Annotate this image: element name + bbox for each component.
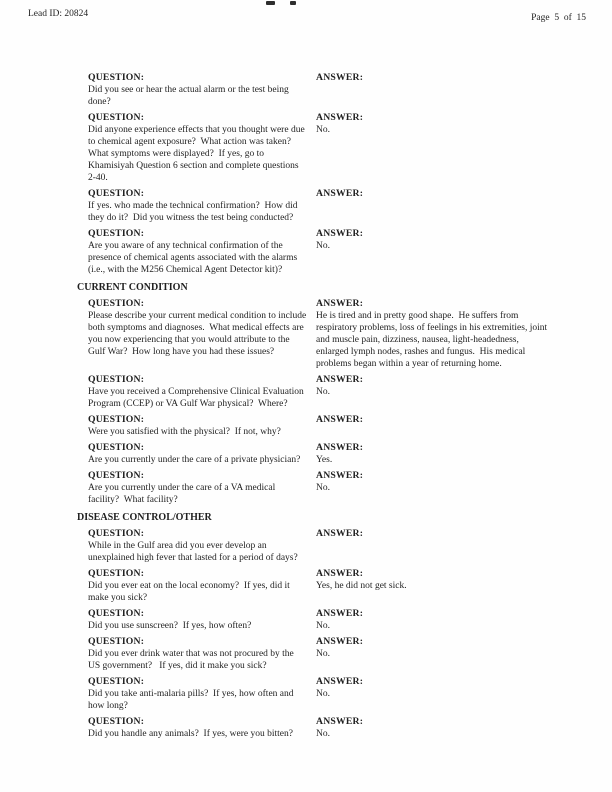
question-text: Please describe your current medical condition to include both symptoms and diagnoses. What medical effects are you now experiencing that you would attribute to the Gulf War? How long have you had these issues? xyxy=(88,311,309,357)
question-text: Are you aware of any technical confirmation of the presence of chemical agents associated with the alarms (i.e., with the M256 Chemical Agent Detector kit)? xyxy=(88,241,300,275)
qa-row xyxy=(88,374,550,410)
answer-label: ANSWER: xyxy=(316,188,364,199)
qa-row xyxy=(88,228,550,276)
answer-label: ANSWER: xyxy=(316,112,364,123)
question-cell xyxy=(88,72,316,108)
answer-cell xyxy=(316,112,550,136)
question-label: QUESTION: xyxy=(88,414,145,425)
answer-text: Yes, he did not get sick. xyxy=(316,581,407,591)
section-heading: CURRENT CONDITION xyxy=(77,282,188,293)
question-text: Did you ever eat on the local economy? If yes, did it make you sick? xyxy=(88,581,293,603)
question-label: QUESTION: xyxy=(88,298,145,309)
answer-label: ANSWER: xyxy=(316,636,364,647)
question-cell xyxy=(88,414,316,438)
question-cell xyxy=(88,568,316,604)
section-heading: DISEASE CONTROL/OTHER xyxy=(77,512,212,523)
answer-cell xyxy=(316,442,550,466)
answer-label: ANSWER: xyxy=(316,470,364,481)
answer-cell xyxy=(316,414,550,426)
lead-id: Lead ID: 20824 xyxy=(28,9,89,19)
question-label: QUESTION: xyxy=(88,188,145,199)
question-cell xyxy=(88,716,316,740)
question-cell xyxy=(88,112,316,184)
answer-text: Yes. xyxy=(316,455,333,465)
question-label: QUESTION: xyxy=(88,676,145,687)
answer-text: No. xyxy=(316,649,330,659)
answer-cell xyxy=(316,608,550,632)
question-text: Did you ever drink water that was not procured by the US government? If yes, did it make you sick? xyxy=(88,649,297,671)
qa-row xyxy=(88,442,550,466)
answer-label: ANSWER: xyxy=(316,716,364,727)
question-text: Did you see or hear the actual alarm or the test being done? xyxy=(88,85,292,107)
scan-artifact xyxy=(266,1,275,5)
qa-row xyxy=(88,414,550,438)
qa-row xyxy=(88,608,550,632)
qa-row xyxy=(88,298,550,370)
qa-row xyxy=(88,636,550,672)
question-label: QUESTION: xyxy=(88,374,145,385)
question-cell xyxy=(88,676,316,712)
question-text: If yes. who made the technical confirmation? How did they do it? Did you witness the test being conducted? xyxy=(88,201,300,223)
answer-label: ANSWER: xyxy=(316,676,364,687)
question-cell xyxy=(88,374,316,410)
answer-label: ANSWER: xyxy=(316,72,364,83)
answer-label: ANSWER: xyxy=(316,228,364,239)
question-cell xyxy=(88,608,316,632)
question-text: Did you handle any animals? If yes, were you bitten? xyxy=(88,729,293,739)
answer-cell xyxy=(316,298,550,370)
answer-label: ANSWER: xyxy=(316,568,364,579)
answer-cell xyxy=(316,188,550,200)
answer-cell xyxy=(316,374,550,398)
question-label: QUESTION: xyxy=(88,528,145,539)
qa-row xyxy=(88,72,550,108)
question-cell xyxy=(88,298,316,358)
question-label: QUESTION: xyxy=(88,636,145,647)
answer-text: No. xyxy=(316,621,330,631)
answer-cell xyxy=(316,470,550,494)
qa-row xyxy=(88,716,550,740)
question-label: QUESTION: xyxy=(88,112,145,123)
question-label: QUESTION: xyxy=(88,228,145,239)
answer-label: ANSWER: xyxy=(316,414,364,425)
question-label: QUESTION: xyxy=(88,568,145,579)
answer-cell xyxy=(316,568,550,592)
answer-label: ANSWER: xyxy=(316,608,364,619)
question-text: Are you currently under the care of a private physician? xyxy=(88,455,301,465)
answer-label: ANSWER: xyxy=(316,374,364,385)
question-label: QUESTION: xyxy=(88,716,145,727)
question-cell xyxy=(88,528,316,564)
question-text: Were you satisfied with the physical? If not, why? xyxy=(88,427,281,437)
answer-text: No. xyxy=(316,241,330,251)
answer-text: No. xyxy=(316,387,330,397)
document-body xyxy=(77,72,550,744)
answer-text: No. xyxy=(316,483,330,493)
answer-text: He is tired and in pretty good shape. He suffers from respiratory problems, loss of feelings in his extremities, joint and muscle pain, dizziness, nausea, light-headedness, enlarged lymph nodes, rashes and fungus. His medical problems began within a year of returning home. xyxy=(316,311,550,369)
answer-text: No. xyxy=(316,729,330,739)
page-number: Page 5 of 15 xyxy=(531,13,586,23)
question-label: QUESTION: xyxy=(88,442,145,453)
question-text: Did anyone experience effects that you thought were due to chemical agent exposure? What action was taken? What symptoms were displayed? If yes, go to Khamisiyah Question 6 section and complete questions 2-40. xyxy=(88,125,308,183)
answer-label: ANSWER: xyxy=(316,442,364,453)
question-text: While in the Gulf area did you ever develop an unexplained high fever that lasted for a period of days? xyxy=(88,541,298,563)
answer-text: No. xyxy=(316,689,330,699)
scan-artifact xyxy=(290,1,296,5)
answer-cell xyxy=(316,676,550,700)
qa-row xyxy=(88,528,550,564)
question-cell xyxy=(88,636,316,672)
question-text: Have you received a Comprehensive Clinical Evaluation Program (CCEP) or VA Gulf War physical? Where? xyxy=(88,387,307,409)
question-cell xyxy=(88,228,316,276)
answer-cell xyxy=(316,228,550,252)
question-label: QUESTION: xyxy=(88,470,145,481)
answer-cell xyxy=(316,716,550,740)
question-cell xyxy=(88,442,316,466)
answer-label: ANSWER: xyxy=(316,298,364,309)
question-cell xyxy=(88,188,316,224)
answer-text: No. xyxy=(316,125,330,135)
question-cell xyxy=(88,470,316,506)
answer-cell xyxy=(316,528,550,540)
qa-row xyxy=(88,676,550,712)
answer-cell xyxy=(316,636,550,660)
question-text: Are you currently under the care of a VA medical facility? What facility? xyxy=(88,483,278,505)
answer-label: ANSWER: xyxy=(316,528,364,539)
answer-cell xyxy=(316,72,550,84)
qa-row xyxy=(88,188,550,224)
question-text: Did you take anti-malaria pills? If yes, how often and how long? xyxy=(88,689,296,711)
qa-row xyxy=(88,470,550,506)
qa-row xyxy=(88,568,550,604)
question-text: Did you use sunscreen? If yes, how often? xyxy=(88,621,252,631)
qa-row xyxy=(88,112,550,184)
question-label: QUESTION: xyxy=(88,608,145,619)
question-label: QUESTION: xyxy=(88,72,145,83)
